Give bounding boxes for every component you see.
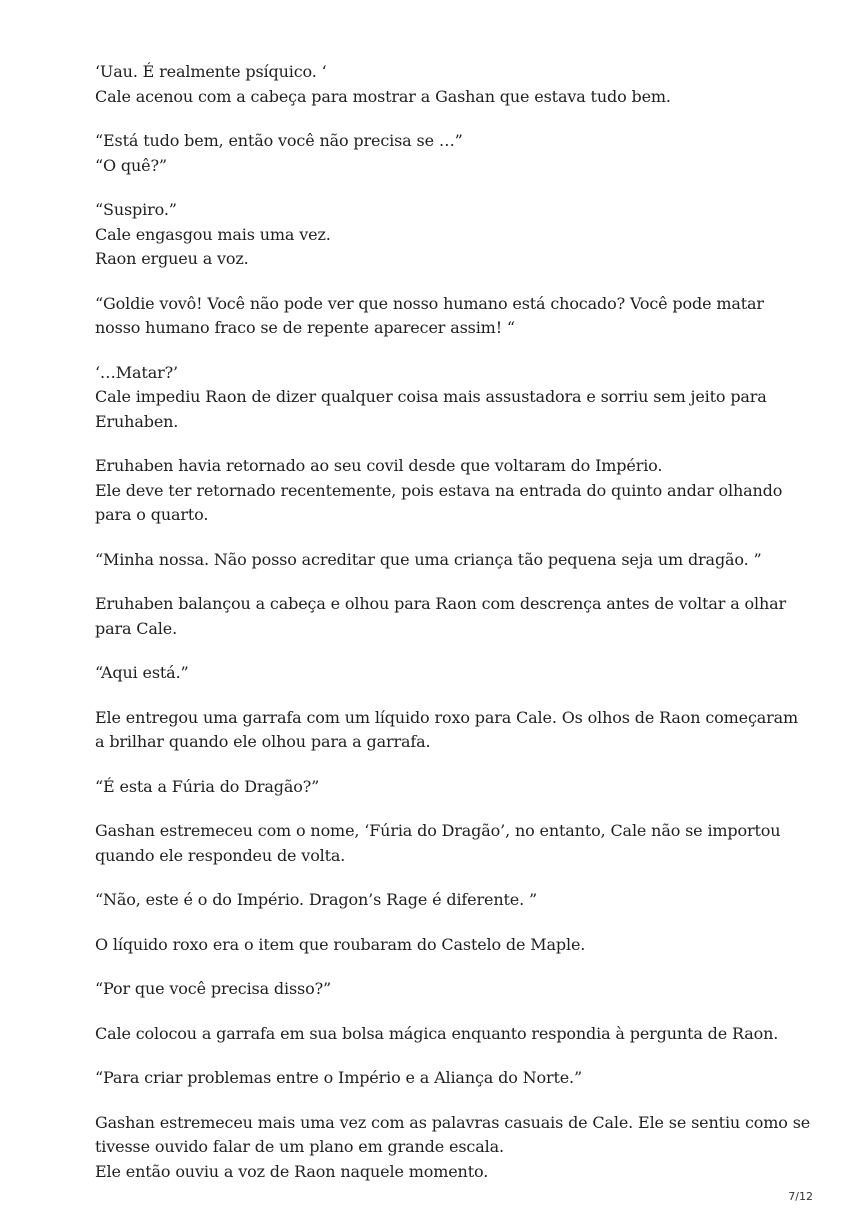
text-line: Eruhaben havia retornado ao seu covil desde que voltaram do Império. xyxy=(95,456,663,475)
text-line: “É esta a Fúria do Dragão?” xyxy=(95,776,320,796)
paragraph xyxy=(95,198,795,272)
paragraph xyxy=(95,819,795,868)
text-line: a brilhar quando ele olhou para a garrafa. xyxy=(95,732,431,751)
paragraph xyxy=(95,361,795,435)
text-line: Eruhaben. xyxy=(95,411,179,431)
text-line: Cale acenou com a cabeça para mostrar a Gashan que estava tudo bem. xyxy=(95,86,671,106)
text-line: “Goldie vovô! Você não pode ver que nosso humano está chocado? Você pode matar xyxy=(95,293,764,313)
paragraph xyxy=(95,129,795,178)
text-line: tivesse ouvido falar de um plano em grande escala. xyxy=(95,1137,504,1156)
text-line: Eruhaben balançou a cabeça e olhou para Raon com descrença antes de voltar a olhar xyxy=(95,594,787,613)
page-number: 7/12 xyxy=(788,1190,813,1203)
text-line: Ele então ouviu a voz de Raon naquele momento. xyxy=(95,1161,489,1181)
text-line: ‘…Matar?’ xyxy=(95,362,178,382)
paragraph xyxy=(95,454,795,528)
text-line: nosso humano fraco se de repente aparecer assim! “ xyxy=(95,318,515,337)
text-line: “Para criar problemas entre o Império e a Aliança do Norte.” xyxy=(95,1068,583,1087)
paragraph xyxy=(95,1111,811,1185)
text-line: Gashan estremeceu com o nome, ‘Fúria do Dragão’, no entanto, Cale não se importou xyxy=(95,821,781,840)
text-line: Cale colocou a garrafa em sua bolsa mágica enquanto respondia à pergunta de Raon. xyxy=(95,1023,779,1043)
text-line: Cale impediu Raon de dizer qualquer coisa mais assustadora e sorriu sem jeito para xyxy=(95,387,767,406)
text-line: para o quarto. xyxy=(95,505,209,524)
text-line: para Cale. xyxy=(95,618,178,638)
paragraph xyxy=(95,60,795,109)
text-line: Cale engasgou mais uma vez. xyxy=(95,224,331,244)
paragraph xyxy=(95,888,795,913)
text-line: O líquido roxo era o item que roubaram do Castelo de Maple. xyxy=(95,934,586,954)
paragraph xyxy=(95,548,795,573)
paragraph xyxy=(95,292,795,341)
paragraph xyxy=(95,706,799,755)
paragraph xyxy=(95,775,795,800)
paragraph xyxy=(95,933,795,958)
text-line: Gashan estremeceu mais uma vez com as palavras casuais de Cale. Ele se sentiu como se xyxy=(95,1112,811,1132)
text-line: “Por que você precisa disso?” xyxy=(95,979,332,998)
text-line: “O quê?” xyxy=(95,155,167,175)
paragraph xyxy=(95,592,795,641)
text-line: “Está tudo bem, então você não precisa se …” xyxy=(95,131,463,150)
text-line: “Suspiro.” xyxy=(95,200,177,219)
paragraph xyxy=(95,1022,795,1047)
paragraph xyxy=(95,1066,795,1091)
text-line: Ele deve ter retornado recentemente, pois estava na entrada do quinto andar olhando xyxy=(95,480,783,500)
text-line: “Não, este é o do Império. Dragon’s Rage é diferente. ” xyxy=(95,890,537,909)
text-line: Raon ergueu a voz. xyxy=(95,249,249,268)
paragraph xyxy=(95,661,795,686)
paragraph xyxy=(95,977,795,1002)
text-line: Ele entregou uma garrafa com um líquido roxo para Cale. Os olhos de Raon começaram xyxy=(95,707,799,727)
text-line: “Aqui está.” xyxy=(95,663,189,682)
text-line: ‘Uau. É realmente psíquico. ‘ xyxy=(95,62,327,81)
text-line: “Minha nossa. Não posso acreditar que uma criança tão pequena seja um dragão. ” xyxy=(95,549,762,569)
text-line: quando ele respondeu de volta. xyxy=(95,845,346,865)
